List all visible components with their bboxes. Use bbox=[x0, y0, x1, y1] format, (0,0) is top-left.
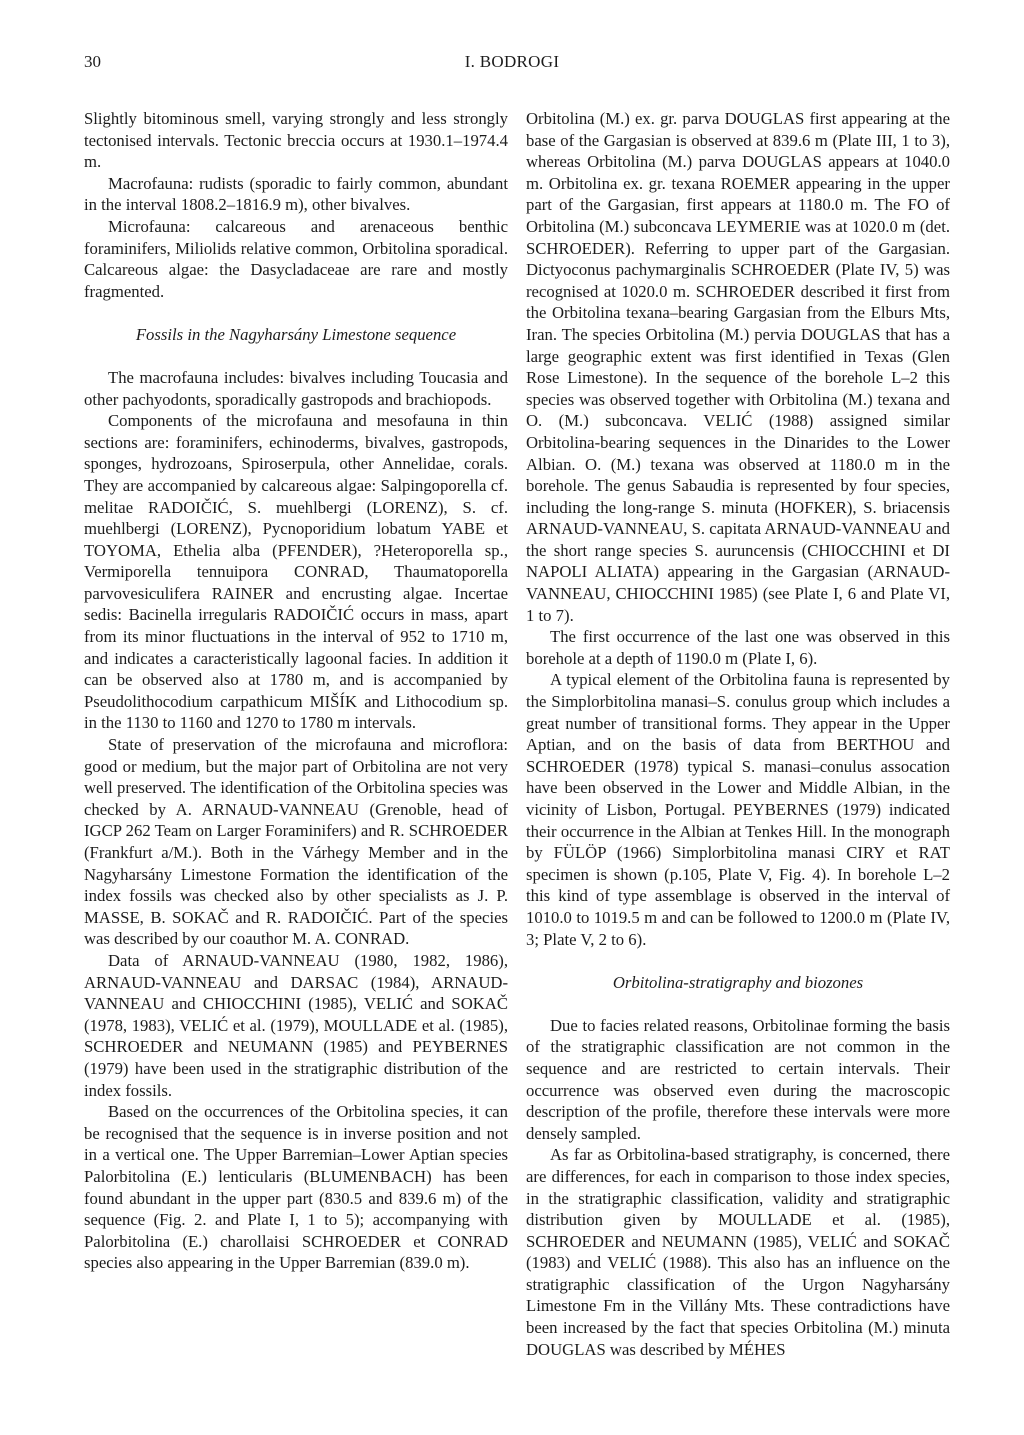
paragraph: Orbitolina (M.) ex. gr. parva DOUGLAS first appearing at the base of the Gargasian is observed at 839.6 m (Plate III, 1 to 3), whereas Orbitolina (M.) parva DOUGLAS appears at 1040.0 m. Orbitolina ex. gr. texana ROEMER appearing in the upper part of the Gargasian, first appears at 1180.0 m. The FO of Orbitolina (M.) subconcava LEYMERIE was at 1020.0 m (det. SCHROEDER). Referring to upper part of the Gargasian. Dictyoconus pachymarginalis SCHROEDER (Plate IV, 5) was recognised at 1020.0 m. SCHROEDER described it first from the Orbitolina texana–bearing Gargasian from the Elburs Mts, Iran. The species Orbitolina (M.) pervia DOUGLAS that has a large geographic extent was first identified in Texas (Glen Rose Limestone). In the sequence of the borehole L–2 this species was observed together with Orbitolina (M.) texana and O. (M.) subconcava. VELIĆ (1988) assigned similar Orbitolina-bearing sequences in the Dinarides to the Lower Albian. O. (M.) texana was observed at 1180.0 m in the borehole. The genus Sabaudia is represented by four species, including the long-range S. minuta (HOFKER), S. briacensis ARNAUD-VANNEAU, S. capitata ARNAUD-VANNEAU and the short range species S. auruncensis (CHIOCCHINI et DI NAPOLI ALIATA) appearing in the Gargasian (ARNAUD-VANNEAU, CHIOCCHINI 1985) (see Plate I, 6 and Plate VI, 1 to 7). bbox=[526, 109, 950, 625]
paragraph: Due to facies related reasons, Orbitolinae forming the basis of the stratigraphic classification are not common in the sequence and are restricted to certain intervals. Their occurrence was observed even during the macroscopic description of the profile, therefore these intervals were more densely sampled. bbox=[526, 1015, 950, 1143]
running-title: I. BODROGI bbox=[464, 52, 560, 71]
paragraph: As far as Orbitolina-based stratigraphy, is concerned, there are differences, for each in comparison to those index species, in the stratigraphic classification, validity and stratigraphic distribution given by MOULLADE et al. (1985), SCHROEDER and NEUMANN (1985), VELIĆ and SOKAČ (1983) and VELIĆ (1988). This also has an influence on the stratigraphic classification of the Urgon Nagyharsány Limestone Fm in the Villány Mts. These contradictions have been increased by the fact that species Orbitolina (M.) minuta DOUGLAS was described by MÉHES bbox=[526, 1145, 950, 1359]
paragraph: State of preservation of the microfauna and microflora: good or medium, but the major part of Orbitolina are not very well preserved. The identification of the Orbitolina species was checked by A. ARNAUD-VANNEAU (Grenoble, head of IGCP 262 Team on Larger Foraminifers) and R. SCHROEDER (Frankfurt a/M.). Both in the Várhegy Member and in the Nagyharsány Limestone Formation the identification of the index fossils was checked also by other specialists as J. P. MASSE, B. SOKAČ and R. RADOIČIĆ. Part of the species was described by our coauthor M. A. CONRAD. bbox=[84, 735, 508, 949]
right-column bbox=[526, 108, 950, 1360]
paragraph: Microfauna: calcareous and arenaceous benthic foraminifers, Miliolids relative common, Orbitolina sporadical. Calcareous algae: the Dasycladaceae are rare and mostly fragmented. bbox=[84, 216, 508, 301]
left-column bbox=[84, 108, 508, 1274]
page-number: 30 bbox=[84, 52, 101, 71]
section-title: Orbitolina-stratigraphy and biozones bbox=[612, 973, 864, 993]
paragraph: The macrofauna includes: bivalves including Toucasia and other pachyodonts, sporadically gastropods and brachiopods. bbox=[84, 367, 508, 409]
section-title: Fossils in the Nagyharsány Limestone sequence bbox=[135, 325, 457, 345]
paragraph: Slightly bitominous smell, varying strongly and less strongly tectonised intervals. Tectonic breccia occurs at 1930.1–1974.4 m. bbox=[84, 109, 508, 172]
paragraph: The first occurrence of the last one was observed in this borehole at a depth of 1190.0 m (Plate I, 6). bbox=[526, 627, 950, 668]
paragraph: Macrofauna: rudists (sporadic to fairly common, abundant in the interval 1808.2–1816.9 m), other bivalves. bbox=[84, 173, 508, 215]
paragraph: Data of ARNAUD-VANNEAU (1980, 1982, 1986), ARNAUD-VANNEAU and DARSAC (1984), ARNAUD-VANNEAU and CHIOCCHINI (1985), VELIĆ and SOKAČ (1978, 1983), VELIĆ et al. (1979), MOULLADE et al. (1985), SCHROEDER and NEUMANN (1985) and PEYBERNES (1979) have been used in the stratigraphic distribution of the index fossils. bbox=[84, 950, 508, 1100]
paragraph: Components of the microfauna and mesofauna in thin sections are: foraminifers, echinoderms, bivalves, gastropods, sponges, hydrozoans, Spiroserpula, other Annelidae, corals. They are accompanied by calcareous algae: Salpingoporella cf. melitae RADOIČIĆ, S. muehlbergi (LORENZ), S. cf. muehlbergi (LORENZ), Pycnoporidium lobatum YABE et TOYOMA, Ethelia alba (PFENDER), ?Heteroporella sp., Vermiporella tennuipora CONRAD, Thaumatoporella parvovesiculifera RAINER and encrusting algae. Incertae sedis: Bacinella irregularis RADOIČIĆ occurs in mass, apart from its minor fluctuations in the interval of 952 to 1710 m, and indicates a caracteristically lagoonal facies. In addition it can be observed also at 1780 m, and is accompanied by Pseudolithocodium carpathicum MIŠÍK and Lithocodium sp. in the 1130 to 1160 and 1270 to 1780 m intervals. bbox=[84, 411, 508, 733]
paragraph: A typical element of the Orbitolina fauna is represented by the Simplorbitolina manasi–S. conulus group which includes a great number of transitional forms. They appear in the Upper Aptian, and on the basis of data from BERTHOU and SCHROEDER (1978) typical S. manasi–conulus assocation have been observed in the Lower and Middle Albian, in the vicinity of Lisbon, Portugal. PEYBERNES (1979) indicated their occurrence in the Albian at Tenkes Hill. In the monograph by FÜLÖP (1966) Simplorbitolina manasi CIRY et RAT specimen is shown (p.105, Plate V, Fig. 4). In borehole L–2 this kind of type assemblage is observed in the interval of 1010.0 to 1019.5 m and can be followed to 1200.0 m (Plate IV, 3; Plate V, 2 to 6). bbox=[526, 670, 950, 949]
paragraph: Based on the occurrences of the Orbitolina species, it can be recognised that the sequence is in inverse position and not in a vertical one. The Upper Barremian–Lower Aptian species Palorbitolina (E.) lenticularis (BLUMENBACH) has been found abundant in the upper part (830.5 and 839.6 m) of the sequence (Fig. 2. and Plate I, 1 to 5); accompanying with Palorbitolina (E.) charollaisi SCHROEDER et CONRAD species also appearing in the Upper Barremian (839.0 m). bbox=[84, 1102, 508, 1273]
